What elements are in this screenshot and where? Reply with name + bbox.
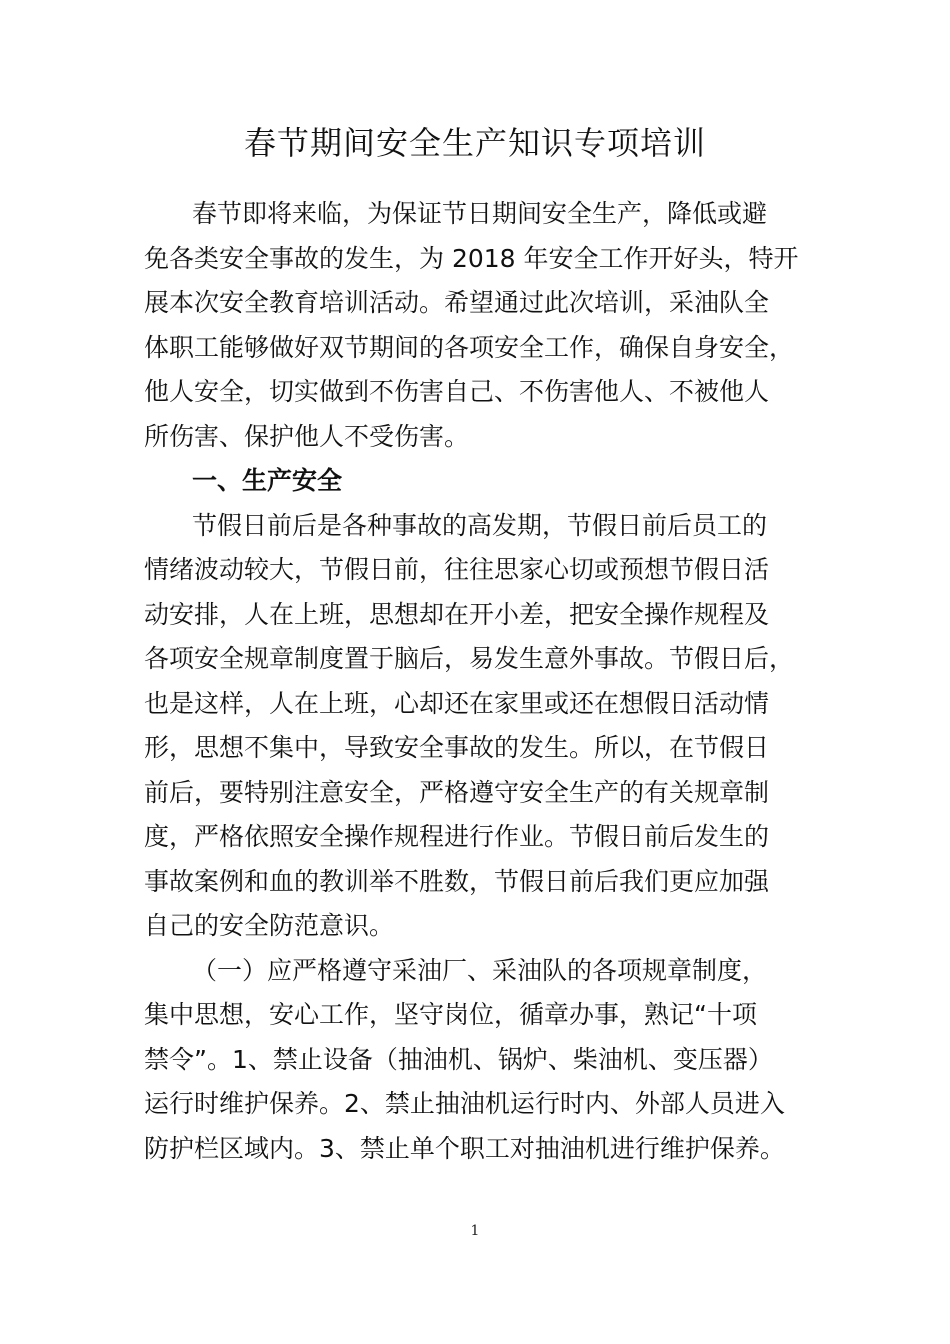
paragraph-line: 所伤害、保护他人不受伤害。 <box>144 421 470 451</box>
paragraph-line: 自己的安全防范意识。 <box>144 911 395 940</box>
paragraph-line: 免各类安全事故的发生，为 2018 年安全工作开好头，特开 <box>144 243 799 273</box>
document-body <box>144 192 844 1171</box>
paragraph-line: 各项安全规章制度置于脑后，易发生意外事故。节假日后， <box>144 644 795 673</box>
paragraph-line: 情绪波动较大，节假日前，往往思家心切或预想节假日活 <box>144 555 770 584</box>
section-heading: 一、生产安全 <box>192 466 343 495</box>
paragraph-line: 体职工能够做好双节期间的各项安全工作，确保自身安全， <box>144 332 795 362</box>
paragraph-line: 防护栏区域内。3、禁止单个职工对抽油机进行维护保养。 <box>144 1133 785 1163</box>
paragraph-line: 度，严格依照安全操作规程进行作业。节假日前后发生的 <box>144 822 770 851</box>
paragraph-line: 运行时维护保养。2、禁止抽油机运行时内、外部人员进入 <box>144 1089 785 1118</box>
paragraph-line: 也是这样，人在上班，心却还在家里或还在想假日活动情 <box>144 688 770 718</box>
paragraph-line: 他人安全，切实做到不伤害自己、不伤害他人、不被他人 <box>144 377 770 406</box>
paragraph-line: 动安排，人在上班，思想却在开小差，把安全操作规程及 <box>144 599 770 629</box>
paragraph-line: 集中思想，安心工作，坚守岗位，循章办事，熟记“十项 <box>144 1000 757 1029</box>
paragraph-line: 禁令”。1、禁止设备（抽油机、锅炉、柴油机、变压器） <box>144 1044 773 1074</box>
paragraph-line: 前后，要特别注意安全，严格遵守安全生产的有关规章制 <box>144 777 770 807</box>
document-title: 春节期间安全生产知识专项培训 <box>243 124 706 162</box>
paragraph-line: 春节即将来临，为保证节日期间安全生产，降低或避 <box>192 199 768 228</box>
paragraph-line: 展本次安全教育培训活动。希望通过此次培训，采油队全 <box>144 288 770 317</box>
paragraph-line: 节假日前后是各种事故的高发期，节假日前后员工的 <box>192 510 768 540</box>
paragraph-line: 事故案例和血的教训举不胜数，节假日前后我们更应加强 <box>144 866 770 896</box>
paragraph-line: （一）应严格遵守采油厂、采油队的各项规章制度， <box>192 955 768 985</box>
paragraph-line: 形，思想不集中，导致安全事故的发生。所以，在节假日 <box>144 733 770 762</box>
page-number: 1 <box>470 1223 480 1239</box>
